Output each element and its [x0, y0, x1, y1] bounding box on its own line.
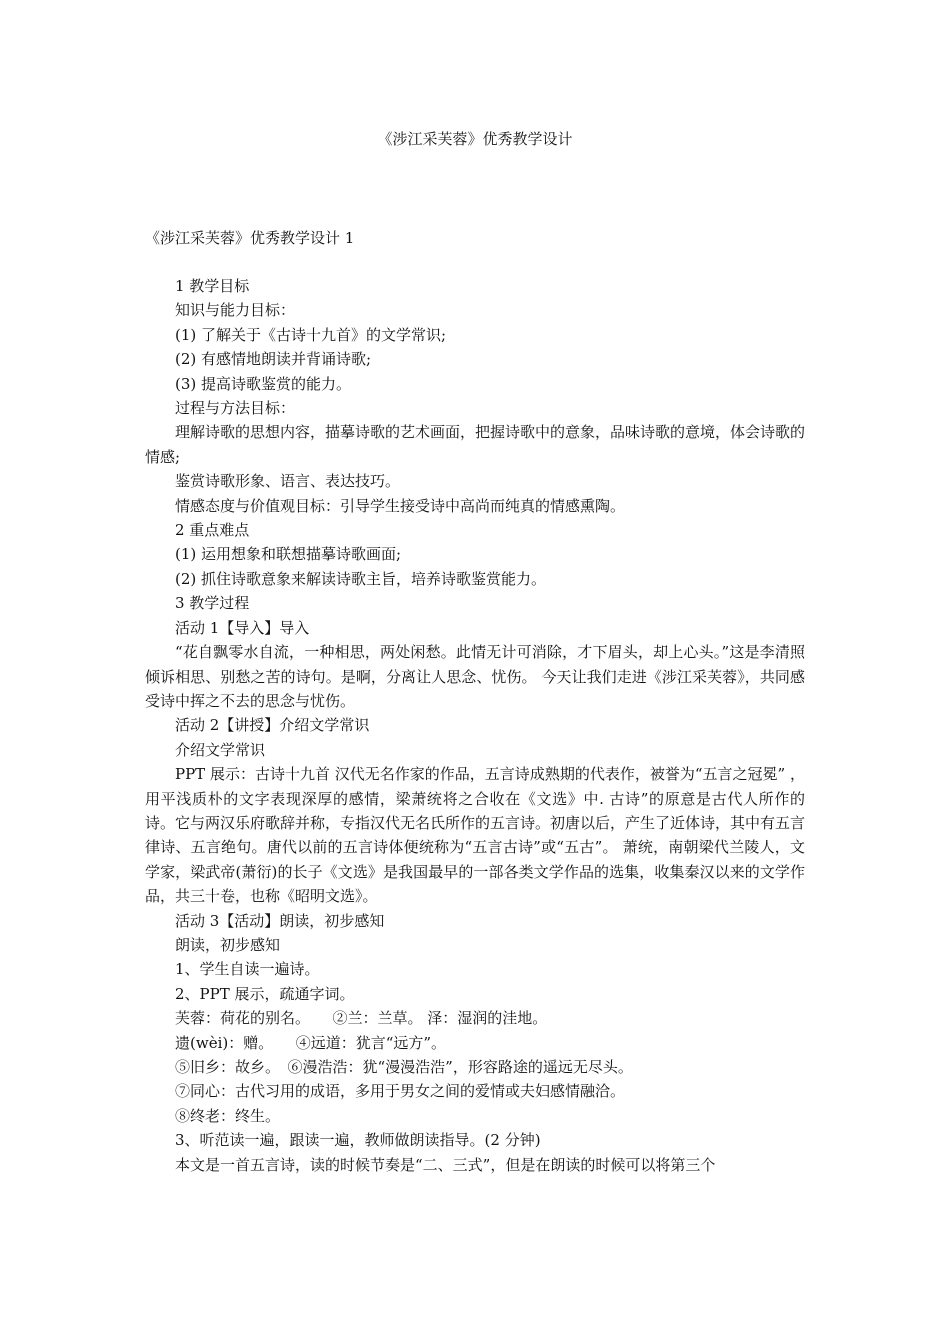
paragraph: 2 重点难点 [175, 521, 250, 540]
paragraph: (1) 运用想象和联想描摹诗歌画面; [175, 545, 402, 564]
paragraph: 3 教学过程 [175, 594, 250, 613]
paragraph: (2) 有感情地朗读并背诵诗歌; [175, 350, 372, 369]
paragraph: (2) 抓住诗歌意象来解读诗歌主旨，培养诗歌鉴赏能力。 [175, 569, 547, 588]
paragraph: 1、学生自读一遍诗。 [175, 960, 320, 979]
document-body [145, 274, 805, 1177]
paragraph: 3、听范读一遍，跟读一遍，教师做朗读指导。(2 分钟) [175, 1131, 541, 1150]
document-title: 《涉江采芙蓉》优秀教学设计 [377, 130, 573, 148]
paragraph: 2、PPT 展示，疏通字词。 [175, 984, 355, 1003]
paragraph: 1 教学目标 [175, 277, 250, 295]
paragraph: (1) 了解关于《古诗十九首》的文学常识; [175, 325, 447, 344]
section-title: 《涉江采芙蓉》优秀教学设计 1 [145, 229, 355, 247]
paragraph: “花自飘零水自流，一种相思，两处闲愁。此情无计可消除，才下眉头，却上心头。”这是李清照倾诉相思、别愁之苦的诗句。是啊，分离让人思念、忧伤。 今天让我们走进《涉江采芙蓉》，共同感受诗中挥之不去的思念与忧伤。 [145, 643, 805, 710]
paragraph: 过程与方法目标： [175, 399, 296, 418]
paragraph: 本文是一首五言诗，读的时候节奏是“二、三式”，但是在朗读的时候可以将第三个 [175, 1155, 716, 1174]
paragraph: 鉴赏诗歌形象、语言、表达技巧。 [175, 472, 401, 491]
paragraph: (3) 提高诗歌鉴赏的能力。 [175, 374, 352, 393]
paragraph: 情感态度与价值观目标：引导学生接受诗中高尚而纯真的情感熏陶。 [175, 496, 626, 515]
paragraph: 理解诗歌的思想内容，描摹诗歌的艺术画面，把握诗歌中的意象，品味诗歌的意境，体会诗歌的情感; [145, 423, 806, 466]
paragraph: 芙蓉：荷花的别名。 ②兰：兰草。 泽：湿润的洼地。 [175, 1009, 548, 1028]
paragraph: ⑤旧乡：故乡。 ⑥漫浩浩：犹“漫漫浩浩”，形容路途的遥远无尽头。 [175, 1058, 633, 1076]
paragraph: 遗(wèi)：赠。 ④远道：犹言“远方”。 [175, 1033, 447, 1052]
paragraph: 知识与能力目标： [175, 301, 296, 320]
paragraph: ⑧终老：终生。 [175, 1106, 281, 1125]
paragraph: 活动 2【讲授】介绍文学常识 [175, 716, 370, 735]
paragraph: 活动 3【活动】朗读，初步感知 [175, 911, 385, 930]
paragraph: 朗读，初步感知 [175, 935, 281, 954]
paragraph: 活动 1【导入】导入 [175, 618, 310, 637]
paragraph: 介绍文学常识 [175, 740, 266, 759]
paragraph: PPT 展示：古诗十九首 汉代无名作家的作品，五言诗成熟期的代表作，被誉为“五言之冠冕” ，用平浅质朴的文字表现深厚的感情，梁萧统将之合收在《文选》中. 古诗”的原意是古代人所作的诗。它与两汉乐府歌辞并称，专指汉代无名氏所作的五言诗。初唐以后，产生了近体诗，其中有五言律诗、五言绝句。唐代以前的五言诗体便统称为“五言古诗”或“五古”。 萧统，南朝梁代兰陵人，文学家，梁武帝(萧衍)的长子《文选》是我国最早的一部各类文学作品的选集，收集秦汉以来的文学作品，共三十卷，也称《昭明文选》。 [145, 765, 806, 906]
paragraph: ⑦同心：古代习用的成语，多用于男女之间的爱情或夫妇感情融洽。 [175, 1082, 626, 1101]
